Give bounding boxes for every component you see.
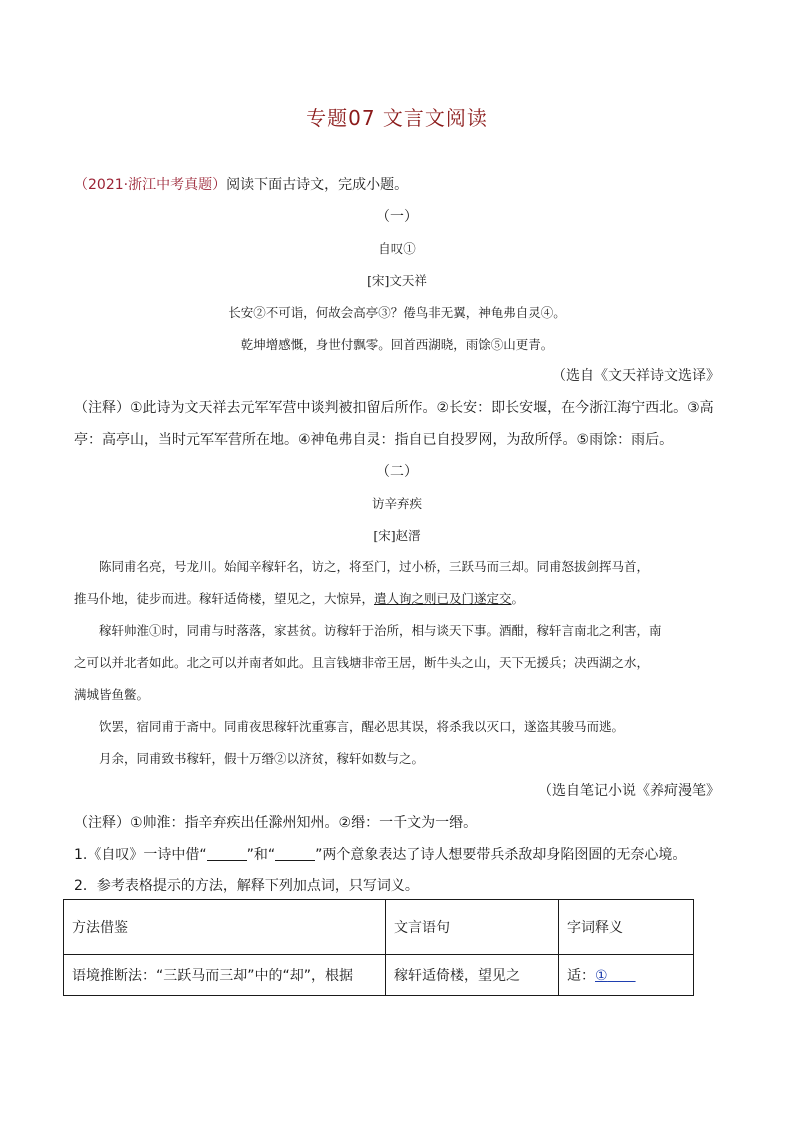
prose-p2-line-3: 满城皆鱼鳖。 — [74, 687, 150, 702]
poem-notes-line-1: （注释）①此诗为文天祥去元军军营中谈判被扣留后所作。②长安：即长安堰，在今浙江海宁西北。③高 — [74, 400, 714, 416]
table-cell: 稼轩适倚楼，望见之 — [386, 955, 559, 996]
intro-line — [74, 175, 722, 195]
table-header-cell: 方法借鉴 — [64, 900, 386, 955]
poem-title: 自叹① — [378, 241, 416, 256]
table-row — [64, 955, 694, 996]
underlined-sentence: 遣人询之则已及门遂定交 — [374, 591, 512, 606]
prose-p2-line-1: 稼轩帅淮①时，同甫与时落落，家甚贫。访稼轩于治所，相与谈天下事。酒酣，稼轩言南北之利害，南 — [99, 623, 662, 638]
question-text: 1.《自叹》一诗中借“ — [74, 847, 207, 863]
answer-blank[interactable] — [207, 846, 247, 861]
question-text: ”两个意象表达了诗人想要带兵杀敌却身陷囹圄的无奈心境。 — [315, 847, 687, 863]
question-1 — [74, 845, 722, 865]
table-header-cell: 字词释义 — [559, 900, 694, 955]
prose-p1-line-1: 陈同甫名亮，号龙川。始闻辛稼轩名，访之，将至门，过小桥，三跃马而三却。同甫怒拔剑挥马首， — [99, 559, 650, 574]
part2-label: （二） — [376, 464, 418, 480]
method-table — [63, 899, 694, 996]
page-title: 专题07 文言文阅读 — [306, 106, 488, 130]
table-cell — [559, 955, 694, 996]
prose-p2-line-2: 之可以并北者如此。北之可以并南者如此。且言钱塘非帝王居，断牛头之山，天下无援兵；决西湖之水， — [74, 655, 650, 670]
answer-blank[interactable] — [275, 846, 315, 861]
table-header-row — [64, 900, 694, 955]
prose-title: 访辛弃疾 — [371, 496, 422, 511]
table-header-cell: 文言语句 — [386, 900, 559, 955]
answer-slot-line — [608, 968, 636, 984]
answer-label: 适： — [567, 968, 595, 984]
poem-author: [宋]文天祥 — [367, 273, 427, 288]
prose-source: （选自笔记小说《养疴漫笔》 — [538, 783, 720, 799]
prose-notes: （注释）①帅淮：指辛弃疾出任滁州知州。②缗：一千文为一缗。 — [74, 815, 478, 831]
prose-text: 推马仆地，徒步而进。稼轩适倚楼，望见之，大惊异， — [74, 591, 375, 606]
prose-p4-line-1: 月余，同甫致书稼轩，假十万缗②以济贫，稼轩如数与之。 — [99, 751, 425, 766]
poem-line-2: 乾坤增感慨，身世付飘零。回首西湖晓，雨馀⑤山更青。 — [240, 337, 554, 352]
prose-p3-line-1: 饮罢，宿同甫于斋中。同甫夜思稼轩沈重寡言，醒必思其误，将杀我以灭口，遂盗其骏马而逃。 — [99, 719, 625, 734]
answer-slot[interactable]: ① — [595, 968, 608, 984]
part1-label: （一） — [376, 209, 418, 225]
poem-line-1: 长安②不可诣，何故会高亭③？倦鸟非无翼，神龟弗自灵④。 — [228, 305, 566, 320]
prose-text: 。 — [511, 591, 525, 606]
exam-source-tag: （2021·浙江中考真题） — [74, 177, 227, 193]
prose-author: [宋]赵溍 — [373, 528, 421, 543]
prose-p1-line-2 — [74, 589, 722, 609]
question-2: 2．参考表格提示的方法，解释下列加点词，只写词义。 — [74, 878, 419, 894]
table-cell: 语境推断法：“三跃马而三却”中的“却”，根据 — [64, 955, 386, 996]
poem-source: （选自《文天祥诗文选译》 — [552, 368, 720, 384]
intro-instruction: 阅读下面古诗文，完成小题。 — [226, 177, 409, 193]
poem-notes-line-2: 亭：高亭山，当时元军军营所在地。④神龟弗自灵：指自已自投罗网，为敌所俘。⑤雨馀：雨后。 — [74, 432, 674, 448]
question-text: ”和“ — [246, 847, 276, 863]
